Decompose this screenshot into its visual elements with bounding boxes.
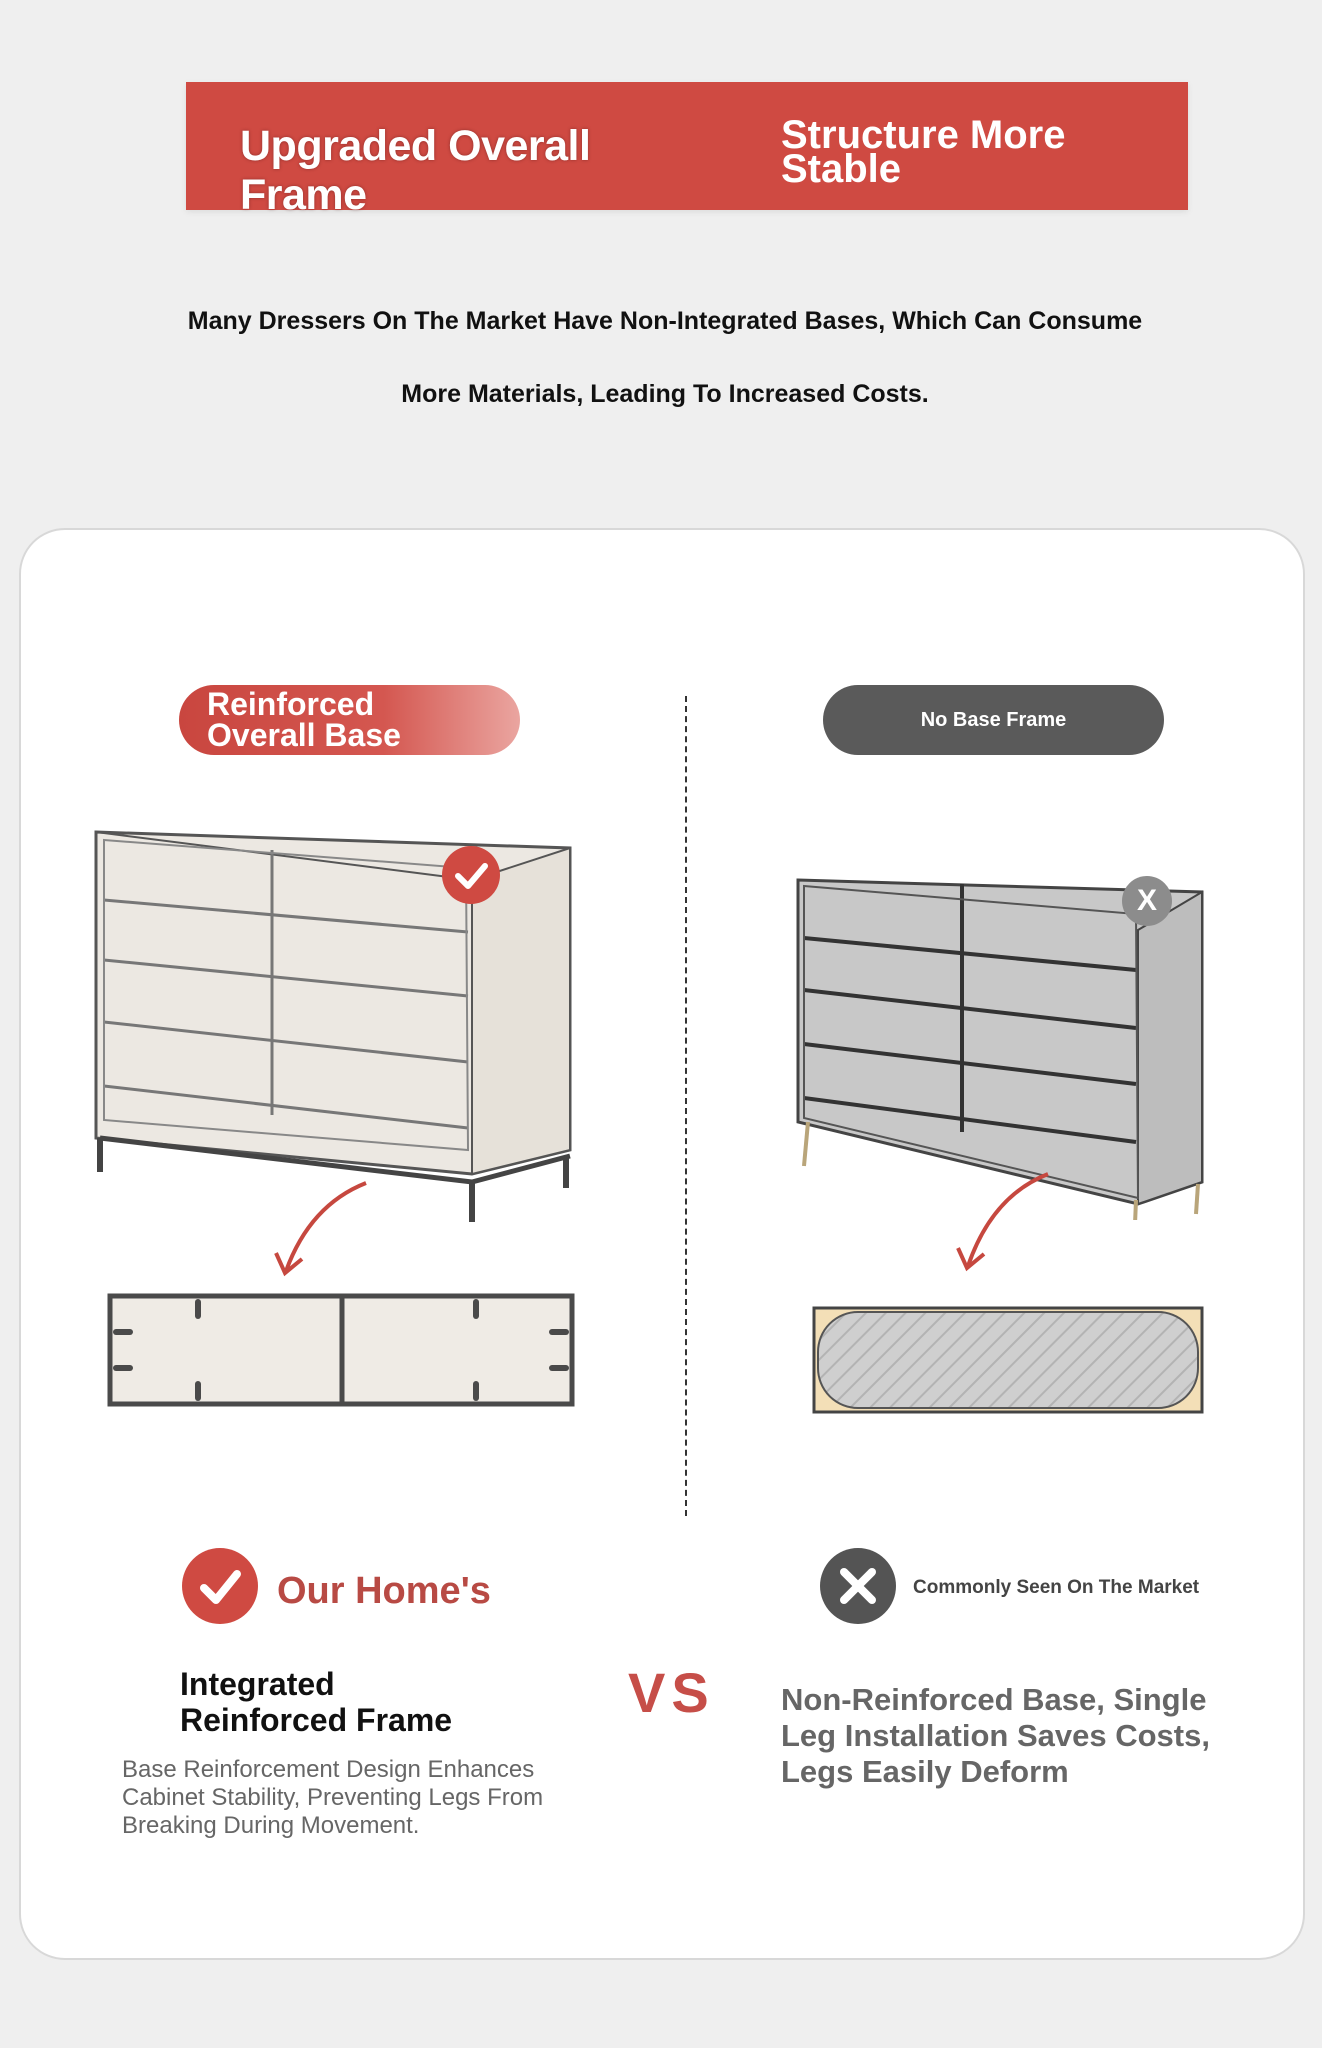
check-icon [442, 846, 500, 904]
ours-title [180, 1666, 510, 1738]
banner-right-line1: Structure More [781, 113, 1066, 157]
our-home-label: Our Home's [277, 1570, 491, 1612]
reinforced-base-pill [179, 685, 520, 755]
dashed-divider [685, 696, 687, 1516]
vs-label: VS [628, 1661, 715, 1724]
integrated-frame-diagram [106, 1292, 576, 1408]
intro-line-2: More Materials, Leading To Increased Costs. [401, 380, 929, 408]
right-arrow-icon [950, 1168, 1060, 1278]
market-label: Commonly Seen On The Market [913, 1577, 1200, 1598]
banner-right-line2: Stable [781, 147, 902, 191]
ours-title-line2: Reinforced Frame [180, 1702, 453, 1738]
solid-base-diagram [812, 1306, 1204, 1414]
x-icon: X [1122, 876, 1172, 926]
ours-title-line1: Integrated [180, 1666, 335, 1702]
pill-line-1: Reinforced [207, 686, 375, 722]
left-arrow-icon [270, 1175, 380, 1285]
our-check-badge [182, 1548, 258, 1624]
market-description: Non-Reinforced Base, Single Leg Installation Saves Costs, Legs Easily Deform [781, 1682, 1210, 1789]
check-icon [182, 1548, 258, 1624]
pill-line-2: Overall Base [207, 717, 401, 753]
banner-left-title: Upgraded Overall Frame [240, 122, 591, 219]
intro-line-1: Many Dressers On The Market Have Non-Integrated Bases, Which Can Consume [187, 307, 1143, 335]
no-base-frame-pill: No Base Frame [823, 685, 1164, 755]
banner-right-title [781, 113, 1141, 191]
market-x-badge [820, 1548, 896, 1624]
ours-description: Base Reinforcement Design Enhances Cabinet Stability, Preventing Legs From Breaking During Movement. [122, 1756, 544, 1839]
close-icon [820, 1548, 896, 1624]
